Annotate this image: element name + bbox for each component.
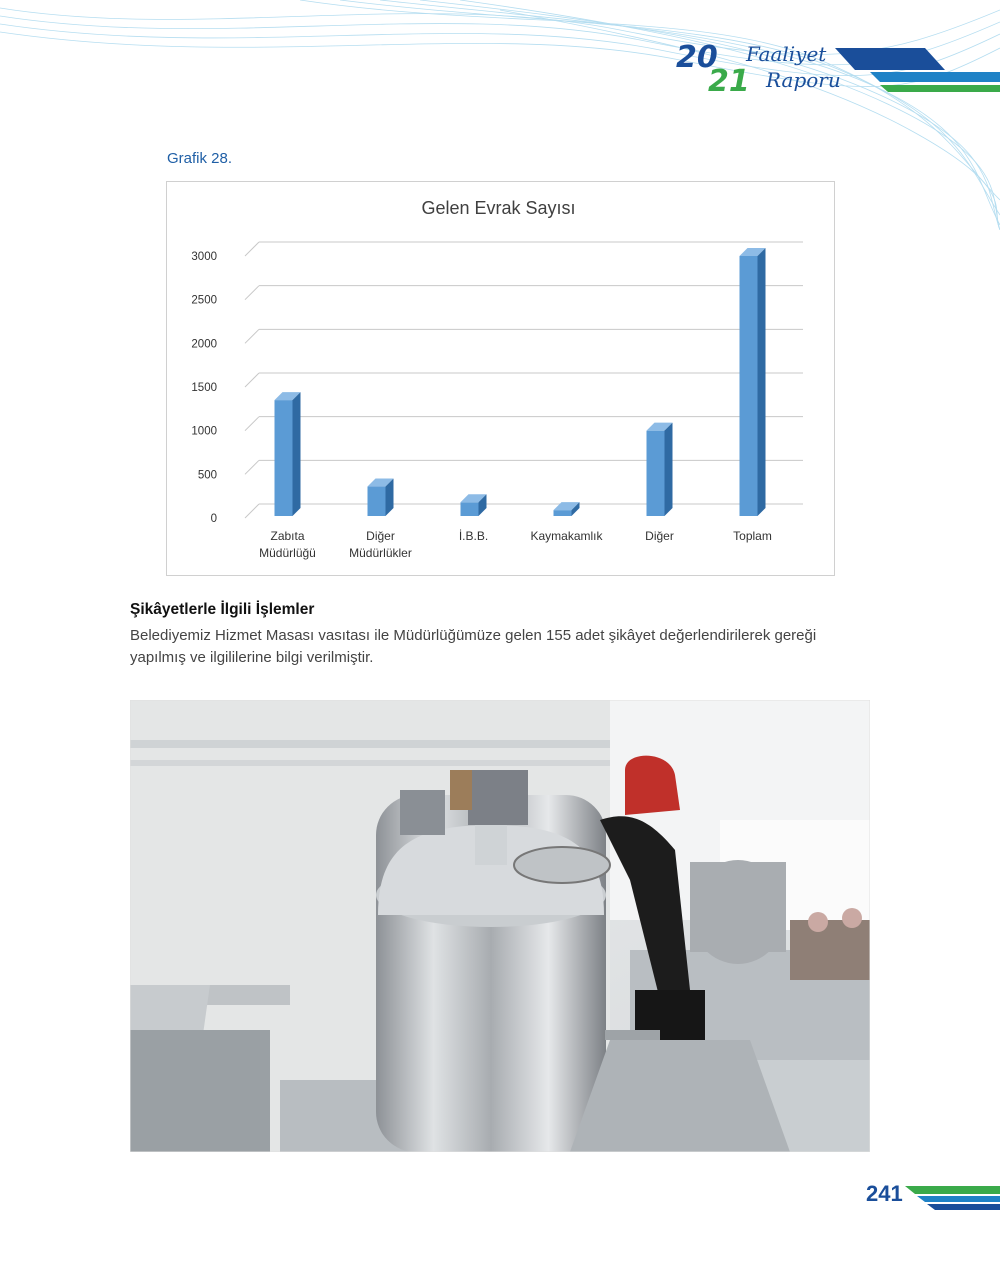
bar-side (293, 392, 301, 516)
bar (275, 400, 293, 516)
x-tick-label: Toplam (733, 529, 772, 543)
bar-side (758, 248, 766, 516)
gridline-diagonal (245, 329, 259, 343)
x-tick-label: Müdürlükler (349, 546, 412, 560)
y-tick-label: 500 (197, 469, 217, 482)
bar (461, 502, 479, 516)
bar (554, 510, 572, 516)
y-tick-label: 1500 (191, 382, 217, 394)
x-tick-label: Diğer (645, 529, 674, 543)
logo-year-top: 20 (676, 40, 718, 75)
logo-script-line2: Raporu (766, 68, 841, 92)
gridline-diagonal (245, 242, 259, 256)
section-heading: Şikâyetlerle İlgili İşlemler (130, 601, 315, 618)
gridline-diagonal (245, 460, 259, 474)
y-tick-label: 3000 (191, 251, 217, 263)
logo-year-bottom: 21 (708, 64, 750, 99)
x-tick-label: Kaymakamlık (530, 529, 603, 543)
page-number: 241 (866, 1181, 903, 1206)
factory-photo (130, 700, 870, 1152)
gridline-diagonal (245, 504, 259, 518)
y-tick-label: 1000 (191, 425, 217, 438)
bar-side (665, 423, 673, 516)
bar (647, 431, 665, 516)
y-tick-label: 2500 (191, 294, 217, 307)
bar (740, 256, 758, 516)
bar-chart (167, 182, 834, 575)
x-tick-label: Müdürlüğü (259, 546, 316, 560)
x-tick-label: İ.B.B. (458, 529, 489, 543)
gridline-diagonal (245, 286, 259, 300)
x-tick-label: Diğer (366, 529, 395, 543)
logo-script-line1: Faaliyet (746, 42, 827, 66)
bar (368, 487, 386, 516)
chart-container (166, 181, 835, 576)
gridline-diagonal (245, 373, 259, 387)
chart-title: Gelen Evrak Sayısı (421, 198, 576, 218)
gridline-diagonal (245, 417, 259, 431)
footer-stripes (905, 1183, 1000, 1213)
x-tick-label: Zabıta (270, 529, 305, 543)
report-logo (670, 38, 850, 98)
y-tick-label: 0 (210, 513, 217, 525)
figure-caption: Grafik 28. (167, 150, 233, 167)
y-tick-label: 2000 (191, 338, 217, 351)
section-body: Belediyemiz Hizmet Masası vasıtası ile Müdürlüğümüze gelen 155 adet şikâyet değerlendirilerek gereği yapılmış ve ilgililerine bilgi verilmiştir. (130, 627, 817, 666)
